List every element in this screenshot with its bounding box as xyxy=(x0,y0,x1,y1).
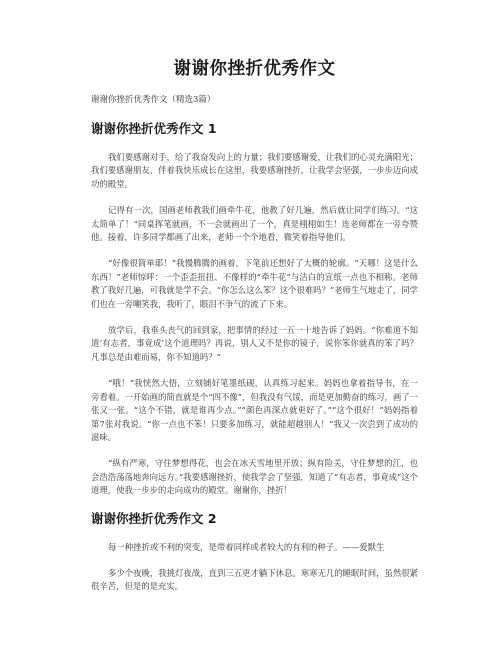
paragraph: 多少个夜晚，我挑灯夜战，直到三五更才躺下休息。寒寒无几的睡眠时间，虽然很紧很辛苦，但是的是充实。 xyxy=(91,567,418,592)
section-heading-2: 谢谢你挫折优秀作文 2 xyxy=(91,510,217,526)
paragraph: 每一种挫折或不利的突变，是带着同样或者较大的有利的种子。——爱默生 xyxy=(108,541,385,552)
paragraph: “好像很简单耶！”我慢腾腾的画着，下笔前还想好了大概的轮廓。“天哪！这是什么东西！”老师惊呼：一个歪歪扭扭、不像样的“牵牛花”与洁白的宣纸一点也不相称。老师教了我好几遍，可我就是学不会。“你怎么这么笨？这个很难吗？”老师生气地走了，同学们也在一旁嘲笑我，我听了，眼泪不争气的流了下来。 xyxy=(91,258,418,309)
document-title: 谢谢你挫折优秀作文 xyxy=(173,59,336,79)
section-heading-1: 谢谢你挫折优秀作文 1 xyxy=(91,121,217,136)
paragraph: 放学后，我垂头丧气的回到家，把事情的经过一五一十地告诉了妈妈。“你难道不知道‘有志者，事竟成’这个道理吗？再说，别人又不是你的镜子，说你笨你就真的笨了吗？凡事总是由难而易，你不知道吗？” xyxy=(91,325,418,362)
paragraph: “纵有严寒，守住梦想得花，也会在冰天雪地里开放；纵有险关，守住梦想的江，也会浩浩荡荡地奔向远方。”我要感谢挫折，使我学会了坚强，知道了“有志者，事竟成”这个道理，使我一步步的走向成功的殿堂。谢谢你，挫折！ xyxy=(91,458,418,496)
paragraph: “哦！”我恍然大悟，立刻铺好笔墨纸砚，认真练习起来。妈妈也拿着指导书，在一旁看着。一开始画的简直就是个“四不像”，但我没有气馁，而是更加勤奋的练习，画了一张又一张。“这个不错，就是谁再少点。”“颜色再深点就更好了。”“这个很好！”妈妈指着第7张对我说。“你一点也不笨！只要多加练习，就能超越别人！”我又一次尝到了成功的滋味。 xyxy=(91,378,418,442)
paragraph: 记得有一次，国画老师教我们画牵牛花，他教了好几遍，然后就让同学们练习。“这太简单了！”同桌挥笔就画，不一会就画出了一个，真是栩栩如生！连老师都在一旁夸赞他。接着，许多同学都画了出来，老师一个个地看，微笑着指导他们。 xyxy=(91,205,418,243)
document-subtitle: 谢谢你挫折优秀作文（精选3篇） xyxy=(91,95,216,105)
paragraph: 我们要感谢对手，给了我奋发向上的力量；我们要感谢爱，让我们的心灵充满阳光；我们要感谢朋友，伴着我快乐成长在这里，我要感谢挫折，让我学会坚强，一步步迈向成功的殿堂。 xyxy=(91,152,418,189)
